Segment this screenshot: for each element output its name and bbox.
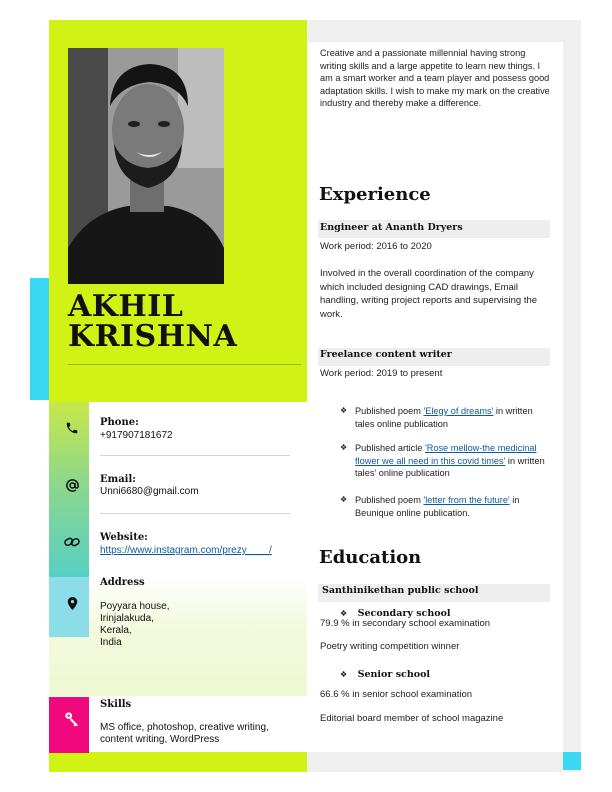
skills-label: Skills — [100, 699, 132, 710]
publication-link[interactable]: 'letter from the future' — [423, 495, 510, 505]
phone-value: +917907181672 — [100, 430, 173, 441]
name-first: AKHIL — [68, 289, 184, 324]
contact-divider — [100, 455, 290, 456]
phone-icon — [52, 421, 92, 438]
job-title: Freelance content writer — [320, 349, 452, 360]
school-name: Santhinikethan public school — [322, 585, 479, 596]
secondary-result: 79.9 % in secondary school examination — [320, 618, 491, 629]
profile-photo — [68, 48, 224, 284]
phone-label: Phone: — [100, 417, 139, 428]
at-sign-icon — [52, 478, 92, 496]
address-line: Kerala, — [100, 625, 132, 636]
senior-school-item — [340, 664, 430, 682]
name-last: KRISHNA — [68, 319, 238, 354]
accent-bar-top — [30, 278, 49, 400]
publication-text: in written tales online publication — [355, 406, 533, 429]
education-heading: Education — [319, 547, 422, 568]
senior-achievement: Editorial board member of school magazine — [320, 713, 504, 724]
link-icon — [52, 535, 92, 552]
email-label: Email: — [100, 474, 136, 485]
address-label: Address — [100, 577, 145, 588]
publication-item — [340, 442, 550, 480]
diamond-bullet-icon: ❖ — [340, 670, 348, 679]
email-value: Unni6680@gmail.com — [100, 486, 199, 497]
job-description: Involved in the overall coordination of the company which included designing CAD drawings, Email handling, writing project reports and supervising the work. — [320, 268, 538, 320]
publication-text: Published poem — [355, 406, 424, 416]
name-divider — [68, 364, 301, 365]
job-period: Work period: 2019 to present — [320, 368, 443, 379]
skills-value: MS office, photoshop, creative writing, content writing, WordPress — [100, 722, 269, 745]
experience-heading: Experience — [319, 184, 431, 205]
job-period: Work period: 2016 to 2020 — [320, 241, 432, 252]
diamond-bullet-icon: ❖ — [340, 609, 348, 618]
profile-summary: Creative and a passionate millennial having strong writing skills and a large appetite to learn new things. I am a smart worker and a team player and possess good adaptation skills. I wish to make my mark on the creative industry and thereby make a difference. — [320, 48, 550, 109]
publication-text: Published poem — [355, 495, 424, 505]
website-link[interactable]: https://www.instagram.com/prezy____/ — [100, 545, 272, 556]
secondary-achievement: Poetry writing competition winner — [320, 641, 460, 652]
address-line: Poyyara house, — [100, 601, 170, 612]
address-line: India — [100, 637, 122, 648]
key-icon — [52, 711, 92, 730]
diamond-bullet-icon: ❖ — [340, 406, 348, 415]
website-label: Website: — [100, 532, 148, 543]
location-pin-icon — [52, 597, 92, 613]
address-line: Irinjalakuda, — [100, 613, 154, 624]
contact-divider — [100, 513, 290, 514]
publication-item — [340, 405, 550, 430]
website-value — [100, 545, 272, 557]
senior-result: 66.6 % in senior school examination — [320, 689, 473, 700]
publication-link[interactable]: 'Rose mellow-the medicinal flower we all need in this covid times' — [355, 443, 537, 466]
address-value — [100, 601, 170, 649]
diamond-bullet-icon: ❖ — [340, 443, 348, 452]
publication-item — [340, 494, 550, 519]
accent-square-bottom — [563, 752, 581, 770]
publication-text: in written tales' online publication — [355, 455, 545, 479]
senior-school-label: Senior school — [357, 669, 431, 680]
diamond-bullet-icon: ❖ — [340, 495, 348, 504]
secondary-school-label: Secondary school — [357, 608, 451, 619]
publication-text: Published article — [355, 443, 425, 453]
publication-text: in Beunique online publication. — [355, 495, 520, 518]
candidate-name — [68, 289, 298, 354]
job-title: Engineer at Ananth Dryers — [320, 222, 463, 233]
publication-link[interactable]: 'Elegy of dreams' — [423, 406, 494, 416]
